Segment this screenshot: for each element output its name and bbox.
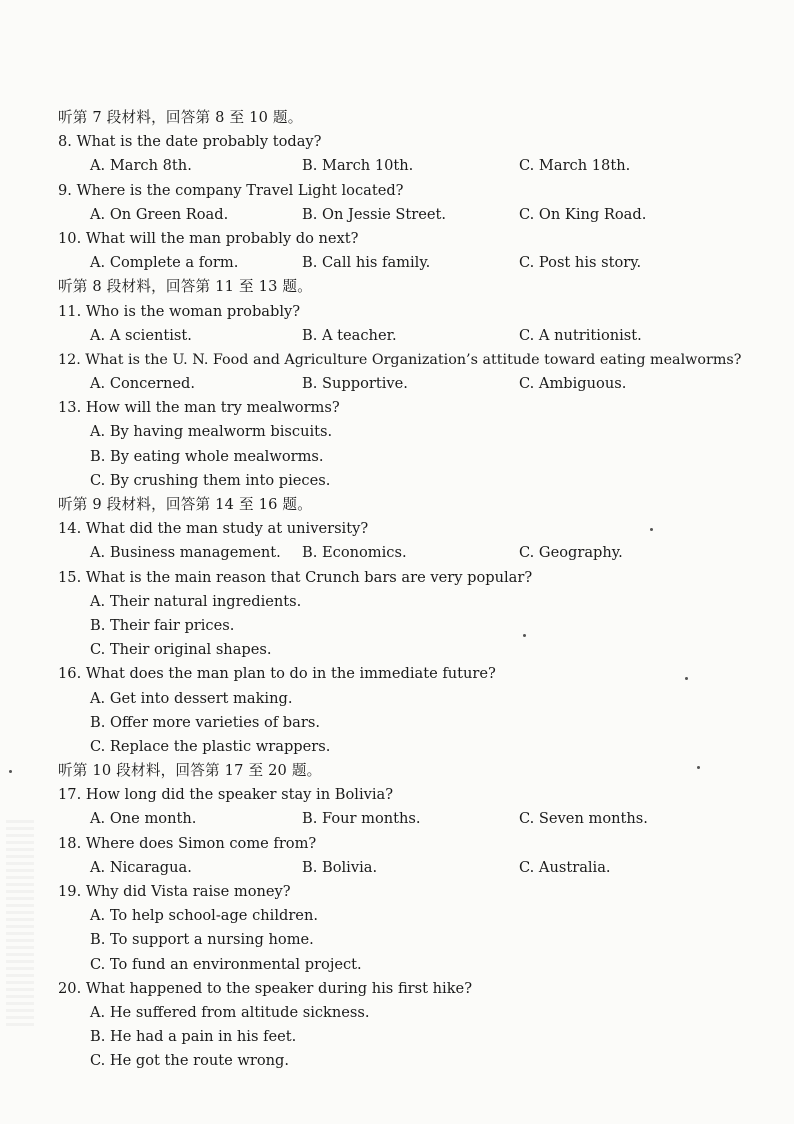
answer-option: C. He got the route wrong. [90, 1052, 290, 1070]
options-row [58, 154, 758, 178]
answer-option: A. Complete a form. [90, 254, 239, 272]
answer-option: A. Get into dessert making. [90, 689, 293, 707]
question-text: 9. Where is the company Travel Light located? [58, 181, 404, 199]
answer-option: C. March 18th. [519, 157, 631, 175]
section-heading: 听第 9 段材料，回答第 14 至 16 题。 [58, 496, 312, 513]
question-text: 12. What is the U. N. Food and Agriculture Organization’s attitude toward eating mealworms? [58, 351, 742, 368]
answer-option: B. Bolivia. [302, 858, 378, 876]
options-row [58, 251, 758, 275]
options-row [58, 372, 758, 396]
answer-option: A. On Green Road. [90, 205, 229, 223]
options-row [58, 807, 758, 831]
answer-option: A. By having mealworm biscuits. [90, 423, 333, 441]
answer-option: C. By crushing them into pieces. [90, 471, 331, 489]
section-heading: 听第 8 段材料，回答第 11 至 13 题。 [58, 278, 312, 296]
answer-option: B. By eating whole mealworms. [90, 447, 324, 465]
scan-speck [9, 770, 12, 773]
answer-option: B. Four months. [302, 810, 421, 828]
answer-option: A. He suffered from altitude sickness. [90, 1003, 370, 1021]
answer-option: B. Supportive. [302, 375, 408, 393]
answer-option: C. Ambiguous. [519, 375, 627, 393]
answer-option: C. Their original shapes. [90, 641, 272, 659]
answer-option: C. Australia. [519, 858, 611, 876]
question-text: 8. What is the date probably today? [58, 133, 322, 151]
question-text: 20. What happened to the speaker during his first hike? [58, 979, 473, 997]
answer-option: A. Nicaragua. [90, 858, 192, 876]
question-text: 11. Who is the woman probably? [58, 302, 301, 320]
question-text: 17. How long did the speaker stay in Bolivia? [58, 786, 394, 804]
options-row [58, 324, 758, 348]
answer-option: C. A nutritionist. [519, 326, 642, 344]
answer-option: A. A scientist. [90, 326, 192, 344]
answer-option: A. Their natural ingredients. [90, 592, 302, 610]
question-text: 15. What is the main reason that Crunch bars are very popular? [58, 568, 533, 586]
answer-option: C. Replace the plastic wrappers. [90, 737, 331, 755]
answer-option: B. Economics. [302, 544, 407, 562]
answer-option: A. One month. [90, 810, 197, 828]
question-text: 19. Why did Vista raise money? [58, 883, 291, 900]
answer-option: C. To fund an environmental project. [90, 955, 362, 973]
answer-option: B. A teacher. [302, 326, 397, 344]
answer-option: C. Geography. [519, 544, 623, 562]
question-text: 18. Where does Simon come from? [58, 834, 317, 852]
answer-option: B. Call his family. [302, 254, 431, 272]
answer-option: A. Business management. [90, 544, 281, 562]
options-row [58, 541, 758, 565]
listening-questions [58, 106, 758, 1074]
section-heading: 听第 7 段材料，回答第 8 至 10 题。 [58, 109, 303, 126]
answer-option: B. Their fair prices. [90, 616, 235, 634]
answer-option: B. He had a pain in his feet. [90, 1028, 297, 1046]
scan-margin-smudge [6, 820, 34, 1030]
answer-option: C. Post his story. [519, 254, 642, 272]
options-row [58, 856, 758, 880]
answer-option: B. To support a nursing home. [90, 931, 314, 949]
answer-option: A. To help school-age children. [90, 907, 318, 925]
question-text: 10. What will the man probably do next? [58, 229, 359, 247]
question-text: 13. How will the man try mealworms? [58, 399, 340, 417]
answer-option: C. Seven months. [519, 810, 648, 828]
options-row [58, 203, 758, 227]
question-text: 14. What did the man study at university? [58, 520, 369, 538]
section-heading: 听第 10 段材料，回答第 17 至 20 题。 [58, 762, 322, 780]
question-text: 16. What does the man plan to do in the immediate future? [58, 665, 496, 683]
answer-option: A. Concerned. [90, 375, 195, 393]
answer-option: B. On Jessie Street. [302, 205, 447, 223]
answer-option: A. March 8th. [90, 157, 192, 175]
answer-option: C. On King Road. [519, 205, 647, 223]
answer-option: B. Offer more varieties of bars. [90, 713, 320, 731]
answer-option: B. March 10th. [302, 157, 414, 175]
